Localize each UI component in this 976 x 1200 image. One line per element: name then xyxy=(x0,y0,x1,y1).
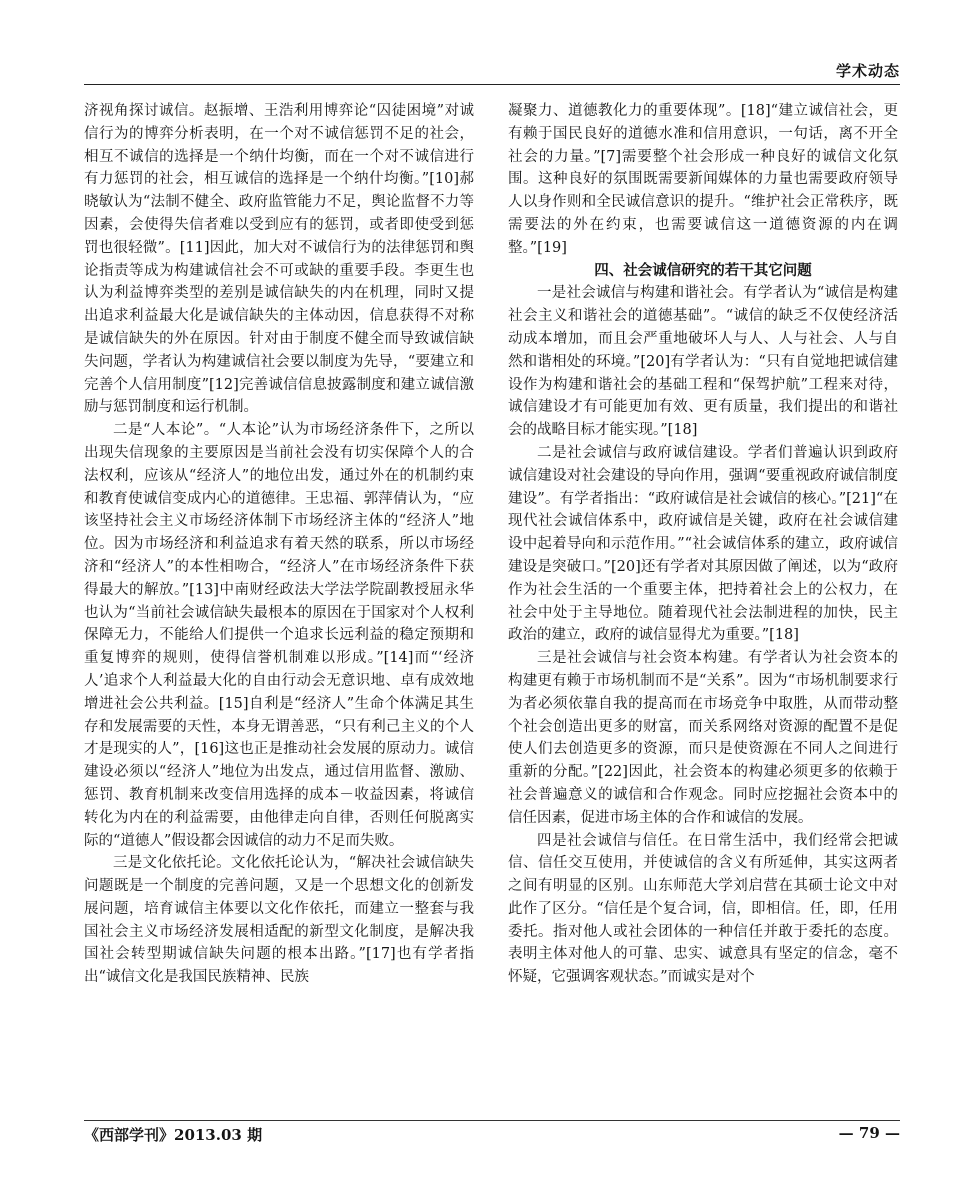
right-column xyxy=(508,100,898,989)
header-rule xyxy=(84,84,900,85)
paragraph: 三是文化依托论。文化依托论认为，“解决社会诚信缺失问题既是一个制度的完善问题，又是一个思想文化的创新发展问题，培育诚信主体要以文化作依托，而建立一整套与我国社会主义市场经济发展相适配的新型文化制度，是解决我国社会转型期诚信缺失问题的根本出路。”[17]也有学者指出“诚信文化是我国民族精神、民族 xyxy=(84,855,474,986)
page-number: — 79 — xyxy=(838,1124,900,1142)
left-column xyxy=(84,100,474,989)
journal-issue: 《西部学刊》2013.03 期 xyxy=(84,1126,263,1144)
section-title: 学术动态 xyxy=(835,62,900,80)
paragraph: 二是“人本论”。“人本论”认为市场经济条件下，之所以出现失信现象的主要原因是当前社会没有切实保障个人的合法权利，应该从“经济人”的地位出发，通过外在的机制约束和教育使诚信变成内心的道德律。王忠福、郭萍倩认为，“应该坚持社会主义市场经济体制下市场经济主体的“经济人”地位。因为市场经济和利益追求有着天然的联系，所以市场经济和“经济人”的本性相吻合，“经济人”在市场经济条件下获得最大的解放。”[13]中南财经政法大学法学院副教授屈永华也认为“当前社会诚信缺失最根本的原因在于国家对个人权利保障无力，不能给人们提供一个追求长远利益的稳定预期和重复博弈的规则，使得信誉机制难以形成。”[14]而“‘经济人’追求个人利益最大化的自由行动会无意识地、卓有成效地增进社会公共利益。[15]自利是“经济人”生命个体满足其生存和发展需要的天性，本身无谓善恶，“只有利己主义的个人才是现实的人”，[16]这也正是推动社会发展的原动力。诚信建设必须以“经济人”地位为出发点，通过信用监督、激励、惩罚、教育机制来改变信用选择的成本－收益因素，将诚信转化为内在的利益需要，由他律走向自律，否则任何脱离实际的“道德人”假设都会因诚信的动力不足而失败。 xyxy=(84,422,474,849)
footer-rule xyxy=(84,1120,900,1121)
paragraph: 三是社会诚信与社会资本构建。有学者认为社会资本的构建更有赖于市场机制而不是“关系”。因为“市场机制要求行为者必须依靠自我的提高而在市场竞争中取胜，从而带动整个社会创造出更多的财富，而关系网络对资源的配置不是促使人们去创造更多的资源，而只是使资源在不同人之间进行重新的分配。”[22]因此，社会资本的构建必须更多的依赖于社会普遍意义的诚信和合作观念。同时应挖掘社会资本中的信任因素，促进市场主体的合作和诚信的发展。 xyxy=(508,650,898,826)
paragraph: 济视角探讨诚信。赵振增、王浩利用博弈论“囚徒困境”对诚信行为的博弈分析表明，在一个对不诚信惩罚不足的社会，相互不诚信的选择是一个纳什均衡，而在一个对不诚信进行有力惩罚的社会，相互诚信的选择是一个纳什均衡。”[10]郝晓敏认为“法制不健全、政府监管能力不足，舆论监督不力等因素，会使得失信者难以受到应有的惩罚，或者即使受到惩罚也很轻微”。[11]因此，加大对不诚信行为的法律惩罚和舆论指责等成为构建诚信社会不可或缺的重要手段。李更生也认为利益博弈类型的差别是诚信缺失的内在机理，同时又提出追求利益最大化是诚信缺失的主体动因，信息获得不对称是诚信缺失的外在原因。针对由于制度不健全而导致诚信缺失问题，学者认为构建诚信社会要以制度为先导，“要建立和完善个人信用制度”[12]完善诚信信息披露制度和建立诚信激励与惩罚制度和运行机制。 xyxy=(84,103,474,416)
paragraph: 二是社会诚信与政府诚信建设。学者们普遍认识到政府诚信建设对社会建设的导向作用，强调“要重视政府诚信制度建设”。有学者指出：“政府诚信是社会诚信的核心。”[21]“在现代社会诚信体系中，政府诚信是关键，政府在社会诚信建设中起着导向和示范作用。”“社会诚信体系的建立，政府诚信建设是突破口。”[20]还有学者对其原因做了阐述，以为“政府作为社会生活的一个重要主体，把持着社会上的公权力，在社会中处于主导地位。随着现代社会法制进程的加快，民主政治的建立，政府的诚信显得尤为重要。”[18] xyxy=(508,444,898,644)
paragraph: 凝聚力、道德教化力的重要体现”。[18]“建立诚信社会，更有赖于国民良好的道德水准和信用意识，一句话，离不开全社会的力量。”[7]需要整个社会形成一种良好的诚信文化氛围。这种良好的氛围既需要新闻媒体的力量也需要政府领导人以身作则和全民诚信意识的提升。“维护社会正常秩序，既需要法的外在约束，也需要诚信这一道德资源的内在调整。”[19] xyxy=(508,103,898,256)
section-heading: 四、社会诚信研究的若干其它问题 xyxy=(594,262,812,279)
paragraph: 四是社会诚信与信任。在日常生活中，我们经常会把诚信、信任交互使用，并使诚信的含义有所延伸，其实这两者之间有明显的区别。山东师范大学刘启营在其硕士论文中对此作了区分。“信任是个复合词，信，即相信。任，即，任用委托。指对他人或社会团体的一种信任并敢于委托的态度。表明主体对他人的可靠、忠实、诚意具有坚定的信念，毫不怀疑，它强调客观状态。”而诚实是对个 xyxy=(508,832,898,986)
paragraph: 一是社会诚信与构建和谐社会。有学者认为“诚信是构建社会主义和谐社会的道德基础”。“诚信的缺乏不仅使经济活动成本增加，而且会严重地破坏人与人、人与社会、人与自然和谐相处的环境。”[20]有学者认为：“只有自觉地把诚信建设作为构建和谐社会的基础工程和“保驾护航”工程来对待，诚信建设才有可能更加有效、更有质量，我们提出的和谐社会的战略目标才能实现。”[18] xyxy=(508,285,898,439)
